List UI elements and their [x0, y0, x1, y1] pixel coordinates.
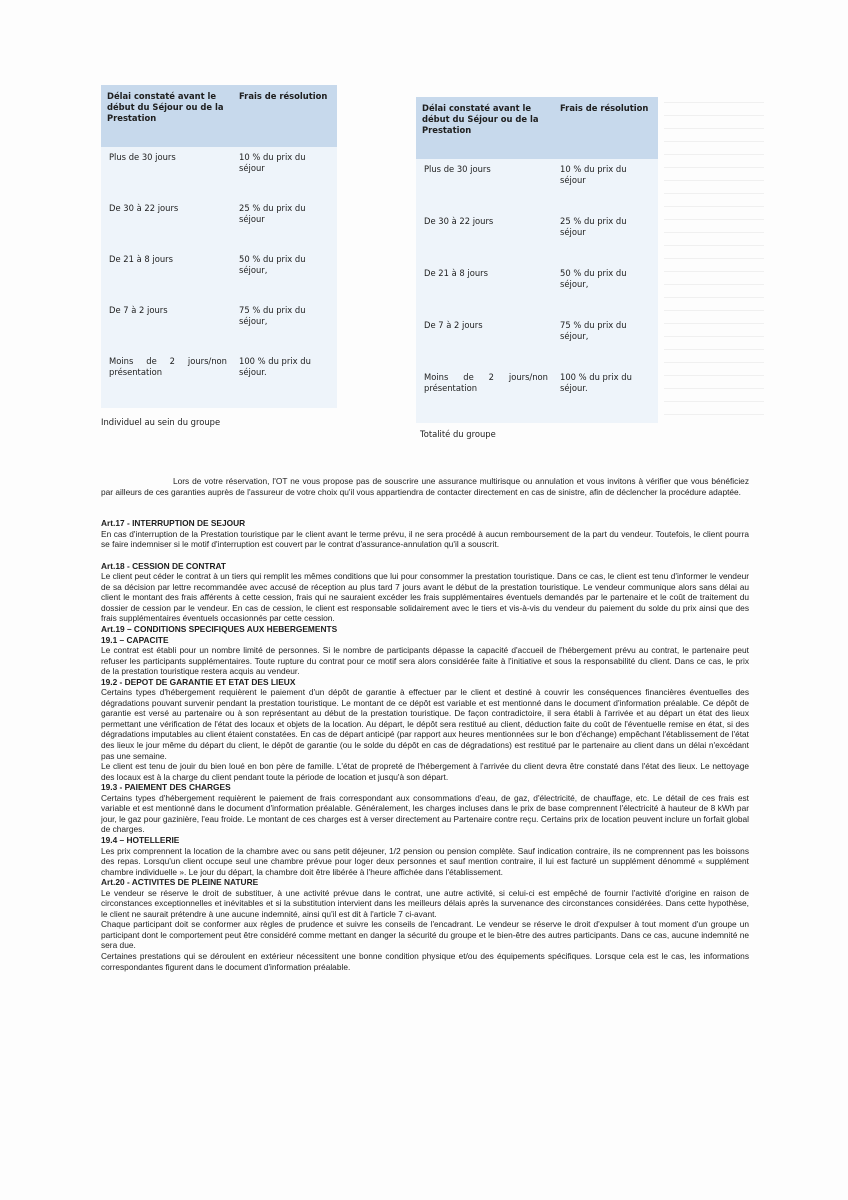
art19-1-text: Le contrat est établi pour un nombre limité de personnes. Si le nombre de participants dépasse la capacité d'accueil de l'hébergement prévu au contrat, le partenaire peut refuser les participants supplémentaires. Toute rupture du contrat pour ce motif sera alors considérée faite à l'initiative et sous la responsabilité du client. Dans ce cas, le prix de la prestation touristique restera acquis au vendeur.: [101, 645, 749, 677]
delay-line-2: présentation: [424, 383, 478, 394]
fee-cell: 100 % du prix du séjour.: [560, 372, 632, 394]
fee-cell: 10 % du prix du séjour: [239, 152, 306, 174]
fee-cell: 75 % du prix du séjour,: [560, 320, 627, 342]
table-row: [416, 263, 658, 315]
delay-cell: [101, 351, 233, 408]
delay-cell: [416, 367, 554, 423]
art20-text-1: Le vendeur se réserve le droit de substituer, à une activité prévue dans le contrat, une autre activité, si celui-ci est empêché de fournir l'activité d'origine en raison de circonstances exceptionnelles et inévitables et si la substitution intervient dans les meilleurs délais après la survenance des circonstances considérées. Dans cette hypothèse, le client ne saurait prétendre à une aucune indemnité, ainsi qu'il est dit à l'article 7 ci-avant.: [101, 887, 749, 919]
art17-text: En cas d'interruption de la Prestation touristique par le client avant le terme prévu, il ne sera procédé à aucun remboursement de la part du vendeur. Toutefois, le client pourra se faire indemniser si le motif d'interruption est couvert par le contrat d'assurance-annulation qu'il a souscrit.: [101, 528, 749, 550]
art20-title: Art.20 - ACTIVITES DE PLEINE NATURE: [101, 877, 259, 888]
table-row: [416, 211, 658, 263]
art19-2-text-1: Certains types d'hébergement requièrent le paiement d'un dépôt de garantie à effectuer par le client et destiné à couvrir les conséquences financières éventuelles des dégradations pouvant survenir pendant la prestation touristique. Le montant de ce dépôt est variable et est mentionné dans le document d'information préalable. Ce dépôt de garantie est versé au partenaire ou à son représentant au début de la prestation touristique. De façon contradictoire, il sera établi à l'arrivée et au départ un état des lieux permettant une vérification de l'état des locaux et objets de la location. Au départ, le dépôt sera restitué au client, déduction faite du coût de l'éventuelle remise en état, si des dégradations imputables au client étaient constatées. En cas de départ anticipé (par rapport aux heures mentionnées sur le bon d'échange) empêchant l'établissement de l'état des lieux le jour même du départ du client, le dépôt de garantie (ou le solde du dépôt en cas de dégradations) est restitué par le partenaire au client dans un délai n'excédant pas une semaine.: [101, 687, 749, 761]
delay-cell: De 7 à 2 jours: [109, 305, 168, 315]
table-row: [416, 159, 658, 211]
fee-cell: 25 % du prix du séjour: [560, 216, 627, 238]
insurance-notice: Lors de votre réservation, l'OT ne vous propose pas de souscrire une assurance multirisque ou annulation et vous invitons à vérifier que vous bénéficiez par ailleurs de ces garanties auprès de l'assureur de votre choix qu'il vous appartiendra de contacter directement en cas de sinistre, afin de déclencher la procédure adaptée.: [101, 476, 749, 497]
table-row: [416, 367, 658, 423]
art18-text: Le client peut céder le contrat à un tiers qui remplit les mêmes conditions que lui pour consommer la prestation touristique. Dans ce cas, le client est tenu d'informer le vendeur de sa décision par lettre recommandée avec accusé de réception au plus tard 7 jours avant le début de la prestation touristique. Le vendeur communique alors sans délai au client le montant des frais afférents à cette cession, frais qui ne sauraient excéder les frais supplémentaires éventuels demandés par le partenaire et le coût de traitement du dossier de cession par le vendeur. En cas de cession, le client est responsable solidairement avec le tiers et vis-à-vis du vendeur du paiement du solde du prix ainsi que des frais supplémentaires éventuels occasionnés par cette cession.: [101, 571, 749, 624]
art19-3-title: 19.3 - PAIEMENT DES CHARGES: [101, 782, 231, 793]
table-header-row: [416, 97, 658, 159]
delay-cell: Plus de 30 jours: [424, 164, 491, 174]
fee-cell: 100 % du prix du séjour.: [239, 356, 311, 378]
delay-cell: De 21 à 8 jours: [109, 254, 173, 264]
art17-title: Art.17 - INTERRUPTION DE SEJOUR: [101, 518, 246, 529]
art19-title: Art.19 – CONDITIONS SPECIFIQUES AUX HEBERGEMENTS: [101, 624, 338, 635]
cancellation-fee-table-individual: [101, 85, 337, 408]
table-row: [101, 351, 337, 408]
header-delay: Délai constaté avant le début du Séjour ou de la Prestation: [101, 85, 233, 147]
header-delay: Délai constaté avant le début du Séjour ou de la Prestation: [416, 97, 554, 159]
art19-3-text: Certains types d'hébergement requièrent le paiement de frais correspondant aux consommations d'eau, de gaz, d'électricité, de chauffage, etc. Le détail de ces frais est variable et est mentionné dans le document d'information préalable. Généralement, les charges incluses dans le prix de base comprennent l'électricité à hauteur de 8 kWh par jour, le gaz pour gazinière, l'eau froide. Le montant de ces charges est à verser directement au Partenaire contre reçu. Certains prix de location peuvent inclure un forfait global de charges.: [101, 792, 749, 835]
art19-1-title: 19.1 – CAPACITE: [101, 634, 169, 645]
table-row: [101, 198, 337, 249]
fee-cell: 50 % du prix du séjour,: [239, 254, 306, 276]
delay-line-2: présentation: [109, 367, 163, 378]
table-row: [416, 315, 658, 367]
art19-4-title: 19.4 – HOTELLERIE: [101, 834, 180, 845]
art19-2-title: 19.2 - DEPOT DE GARANTIE ET ETAT DES LIEUX: [101, 676, 296, 687]
terms-body: [101, 476, 749, 972]
fee-cell: 25 % du prix du séjour: [239, 203, 306, 225]
table-row: [101, 147, 337, 198]
art19-4-text: Les prix comprennent la location de la chambre avec ou sans petit déjeuner, 1/2 pension ou pension complète. Sauf indication contraire, ils ne comprennent pas les boissons des repas. Lorsqu'un client occupe seul une chambre prévue pour loger deux personnes et sauf mention contraire, il lui est facturé un supplément dénommé « supplément chambre individuelle ». Le jour du départ, la chambre doit être libérée à l'heure affichée dans l'établissement.: [101, 845, 749, 877]
delay-line-1: Moins de 2 jours/non: [109, 356, 227, 366]
table-row: [101, 300, 337, 351]
fee-cell: 50 % du prix du séjour,: [560, 268, 627, 290]
table-header-row: [101, 85, 337, 147]
header-fee: Frais de résolution: [233, 85, 337, 147]
fee-cell: 10 % du prix du séjour: [560, 164, 627, 186]
delay-cell: De 30 à 22 jours: [109, 203, 179, 213]
bleed-through-texture: [664, 95, 764, 425]
cancellation-fee-table-group: [416, 97, 658, 423]
fee-cell: 75 % du prix du séjour,: [239, 305, 306, 327]
art18-title: Art.18 - CESSION DE CONTRAT: [101, 560, 227, 571]
art20-text-3: Certaines prestations qui se déroulent en extérieur nécessitent une bonne condition physique et/ou des équipements spécifiques. Lorsque cela est le cas, les informations correspondantes figurent dans le document d'information préalable.: [101, 950, 749, 972]
delay-line-1: Moins de 2 jours/non: [424, 372, 548, 382]
art20-text-2: Chaque participant doit se conformer aux règles de prudence et suivre les conseils de l'encadrant. Le vendeur se réserve le droit d'expulser à tout moment d'un groupe un participant dont le comportement peut être considéré comme mettant en danger la sécurité du groupe et le bien-être des autres participants. Dans ce cas, aucune indemnité ne sera due.: [101, 919, 749, 951]
art19-2-text-2: Le client est tenu de jouir du bien loué en bon père de famille. L'état de propreté de l'hébergement à l'arrivée du client devra être constaté dans l'état des lieux. Le nettoyage des locaux est à la charge du client pendant toute la période de location et jusqu'à son départ.: [101, 761, 749, 782]
delay-cell: De 7 à 2 jours: [424, 320, 483, 330]
delay-cell: De 30 à 22 jours: [424, 216, 494, 226]
table-caption-right: Totalité du groupe: [420, 429, 496, 439]
table-caption-left: Individuel au sein du groupe: [101, 417, 221, 427]
table-row: [101, 249, 337, 300]
header-fee: Frais de résolution: [554, 97, 658, 159]
delay-cell: De 21 à 8 jours: [424, 268, 488, 278]
delay-cell: Plus de 30 jours: [109, 152, 176, 162]
